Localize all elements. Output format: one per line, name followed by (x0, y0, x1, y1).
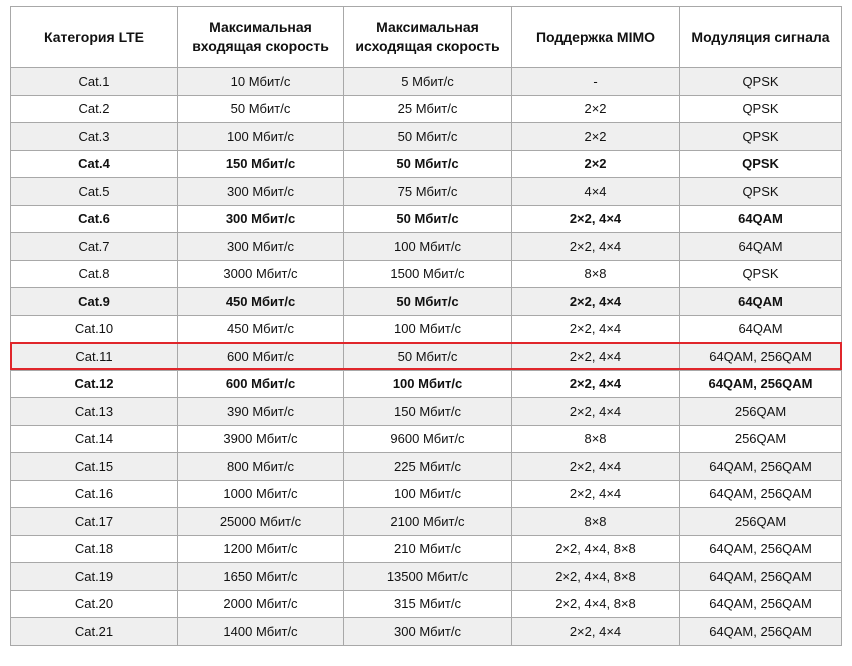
cell-category: Cat.20 (11, 590, 178, 618)
cell-mimo: 2×2, 4×4, 8×8 (512, 563, 680, 591)
cell-modulation: QPSK (680, 150, 842, 178)
table-row (11, 178, 842, 206)
cell-modulation: 256QAM (680, 508, 842, 536)
cell-modulation: 64QAM (680, 288, 842, 316)
cell-max-download: 800 Мбит/с (178, 453, 344, 481)
cell-mimo: 2×2, 4×4 (512, 288, 680, 316)
header-mimo: Поддержка MIMO (512, 7, 680, 68)
cell-max-upload: 75 Мбит/с (344, 178, 512, 206)
cell-max-download: 10 Мбит/с (178, 68, 344, 96)
cell-max-upload: 150 Мбит/с (344, 398, 512, 426)
cell-mimo: 2×2, 4×4, 8×8 (512, 535, 680, 563)
cell-max-download: 1400 Мбит/с (178, 618, 344, 646)
lte-categories-table-container (10, 6, 841, 646)
cell-modulation: 64QAM, 256QAM (680, 370, 842, 398)
cell-max-download: 1650 Мбит/с (178, 563, 344, 591)
cell-category: Cat.18 (11, 535, 178, 563)
cell-mimo: 2×2, 4×4 (512, 233, 680, 261)
cell-max-download: 390 Мбит/с (178, 398, 344, 426)
cell-max-download: 300 Мбит/с (178, 233, 344, 261)
cell-mimo: 2×2, 4×4 (512, 370, 680, 398)
cell-max-download: 3000 Мбит/с (178, 260, 344, 288)
table-row (11, 453, 842, 481)
cell-mimo: 2×2, 4×4, 8×8 (512, 590, 680, 618)
table-row (11, 233, 842, 261)
cell-max-download: 3900 Мбит/с (178, 425, 344, 453)
cell-max-upload: 100 Мбит/с (344, 315, 512, 343)
cell-max-upload: 1500 Мбит/с (344, 260, 512, 288)
cell-mimo: - (512, 68, 680, 96)
header-category: Категория LTE (11, 7, 178, 68)
table-row (11, 508, 842, 536)
cell-category: Cat.5 (11, 178, 178, 206)
cell-max-upload: 50 Мбит/с (344, 343, 512, 371)
cell-modulation: QPSK (680, 260, 842, 288)
header-row (11, 7, 842, 68)
table-header (11, 7, 842, 68)
cell-modulation: 64QAM, 256QAM (680, 535, 842, 563)
cell-max-upload: 225 Мбит/с (344, 453, 512, 481)
cell-modulation: QPSK (680, 95, 842, 123)
header-max-upload: Максимальная исходящая скорость (344, 7, 512, 68)
table-row (11, 425, 842, 453)
cell-max-upload: 2100 Мбит/с (344, 508, 512, 536)
cell-modulation: 64QAM, 256QAM (680, 453, 842, 481)
cell-max-download: 25000 Мбит/с (178, 508, 344, 536)
table-row (11, 563, 842, 591)
cell-category: Cat.16 (11, 480, 178, 508)
cell-max-upload: 13500 Мбит/с (344, 563, 512, 591)
cell-mimo: 8×8 (512, 425, 680, 453)
table-row (11, 535, 842, 563)
cell-max-upload: 100 Мбит/с (344, 233, 512, 261)
cell-modulation: 256QAM (680, 425, 842, 453)
cell-max-upload: 210 Мбит/с (344, 535, 512, 563)
cell-max-upload: 9600 Мбит/с (344, 425, 512, 453)
cell-max-download: 450 Мбит/с (178, 315, 344, 343)
cell-category: Cat.2 (11, 95, 178, 123)
cell-max-upload: 50 Мбит/с (344, 150, 512, 178)
cell-max-upload: 100 Мбит/с (344, 370, 512, 398)
cell-mimo: 2×2, 4×4 (512, 343, 680, 371)
cell-modulation: 64QAM, 256QAM (680, 618, 842, 646)
cell-category: Cat.10 (11, 315, 178, 343)
cell-max-download: 300 Мбит/с (178, 178, 344, 206)
cell-category: Cat.11 (11, 343, 178, 371)
table-row (11, 480, 842, 508)
cell-category: Cat.1 (11, 68, 178, 96)
cell-mimo: 2×2, 4×4 (512, 398, 680, 426)
cell-max-upload: 315 Мбит/с (344, 590, 512, 618)
cell-modulation: 64QAM (680, 233, 842, 261)
table-row (11, 150, 842, 178)
cell-modulation: 64QAM, 256QAM (680, 480, 842, 508)
cell-category: Cat.8 (11, 260, 178, 288)
cell-mimo: 2×2, 4×4 (512, 480, 680, 508)
cell-mimo: 8×8 (512, 508, 680, 536)
cell-modulation: 64QAM (680, 315, 842, 343)
cell-mimo: 2×2, 4×4 (512, 618, 680, 646)
table-row (11, 590, 842, 618)
cell-mimo: 8×8 (512, 260, 680, 288)
cell-modulation: QPSK (680, 123, 842, 151)
table-row (11, 95, 842, 123)
header-max-download: Максимальная входящая скорость (178, 7, 344, 68)
cell-max-download: 50 Мбит/с (178, 95, 344, 123)
cell-category: Cat.7 (11, 233, 178, 261)
cell-max-upload: 100 Мбит/с (344, 480, 512, 508)
cell-max-download: 150 Мбит/с (178, 150, 344, 178)
cell-max-upload: 50 Мбит/с (344, 205, 512, 233)
cell-max-upload: 50 Мбит/с (344, 288, 512, 316)
cell-category: Cat.9 (11, 288, 178, 316)
cell-max-download: 1000 Мбит/с (178, 480, 344, 508)
cell-modulation: 64QAM, 256QAM (680, 563, 842, 591)
cell-category: Cat.17 (11, 508, 178, 536)
cell-modulation: 64QAM, 256QAM (680, 343, 842, 371)
cell-category: Cat.15 (11, 453, 178, 481)
cell-modulation: QPSK (680, 68, 842, 96)
cell-max-upload: 300 Мбит/с (344, 618, 512, 646)
cell-max-download: 300 Мбит/с (178, 205, 344, 233)
table-row (11, 343, 842, 371)
cell-category: Cat.19 (11, 563, 178, 591)
table-row (11, 618, 842, 646)
header-modulation: Модуляция сигнала (680, 7, 842, 68)
cell-category: Cat.14 (11, 425, 178, 453)
table-row (11, 370, 842, 398)
table-row (11, 205, 842, 233)
cell-mimo: 2×2, 4×4 (512, 205, 680, 233)
cell-max-upload: 25 Мбит/с (344, 95, 512, 123)
cell-max-download: 450 Мбит/с (178, 288, 344, 316)
cell-category: Cat.13 (11, 398, 178, 426)
cell-max-upload: 50 Мбит/с (344, 123, 512, 151)
table-body (11, 68, 842, 646)
cell-modulation: 256QAM (680, 398, 842, 426)
cell-mimo: 2×2 (512, 95, 680, 123)
cell-max-download: 100 Мбит/с (178, 123, 344, 151)
table-row (11, 123, 842, 151)
cell-max-download: 1200 Мбит/с (178, 535, 344, 563)
cell-category: Cat.12 (11, 370, 178, 398)
table-row (11, 398, 842, 426)
cell-mimo: 2×2 (512, 123, 680, 151)
cell-mimo: 2×2, 4×4 (512, 315, 680, 343)
cell-mimo: 4×4 (512, 178, 680, 206)
cell-category: Cat.6 (11, 205, 178, 233)
cell-max-download: 600 Мбит/с (178, 370, 344, 398)
cell-modulation: 64QAM, 256QAM (680, 590, 842, 618)
cell-mimo: 2×2 (512, 150, 680, 178)
table-row (11, 68, 842, 96)
cell-category: Cat.4 (11, 150, 178, 178)
cell-category: Cat.21 (11, 618, 178, 646)
cell-max-download: 600 Мбит/с (178, 343, 344, 371)
cell-modulation: 64QAM (680, 205, 842, 233)
cell-modulation: QPSK (680, 178, 842, 206)
table-row (11, 288, 842, 316)
table-row (11, 315, 842, 343)
lte-categories-table (10, 6, 842, 646)
cell-mimo: 2×2, 4×4 (512, 453, 680, 481)
cell-max-upload: 5 Мбит/с (344, 68, 512, 96)
cell-max-download: 2000 Мбит/с (178, 590, 344, 618)
table-row (11, 260, 842, 288)
cell-category: Cat.3 (11, 123, 178, 151)
